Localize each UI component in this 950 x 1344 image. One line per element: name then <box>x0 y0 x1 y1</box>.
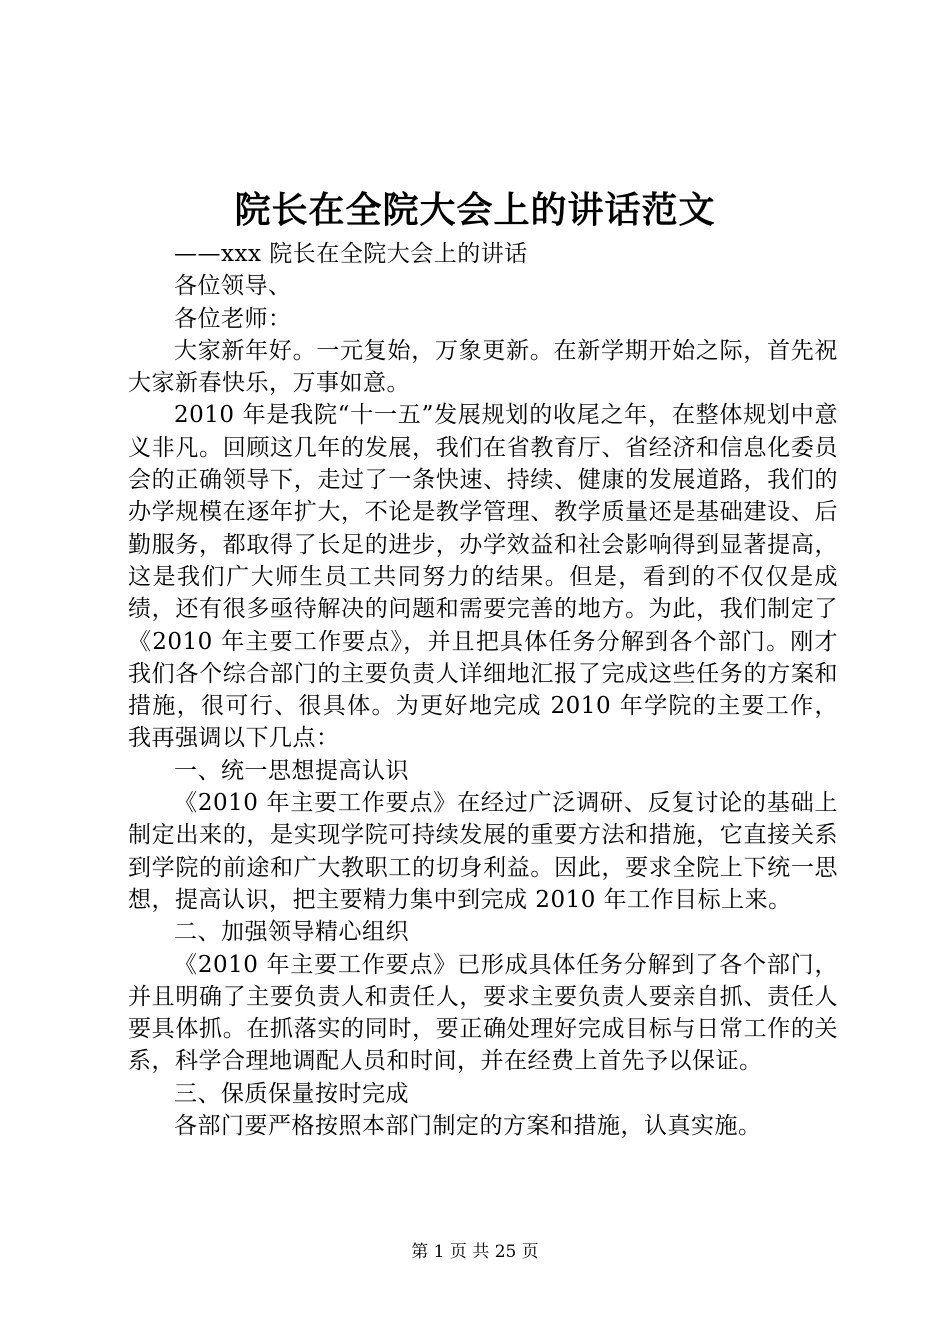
section-text-1: 《2010 年主要工作要点》在经过广泛调研、反复讨论的基础上制定出来的，是实现学院可持续发展的重要方法和措施，它直接关系到学院的前途和广大教职工的切身利益。因此，要求全院上下统一思想，提高认识，把主要精力集中到完成 2010 年工作目标上来。 <box>128 790 838 913</box>
document-title: 院长在全院大会上的讲话范文 <box>234 189 716 231</box>
salutation-teachers: 各位老师： <box>174 305 292 332</box>
subtitle: ——xxx 院长在全院大会上的讲话 <box>174 241 528 267</box>
salutation-leaders: 各位领导、 <box>174 273 292 300</box>
section-heading-1: 一、统一思想提高认识 <box>174 757 409 784</box>
paragraph-review: 2010 年是我院“十一五”发展规划的收尾之年，在整体规划中意义非凡。回顾这几年的发展，我们在省教育厅、省经济和信息化委员会的正确领导下，走过了一条快速、持续、健康的发展道路，我们的办学规模在逐年扩大，不论是教学管理、教学质量还是基础建设、后勤服务，都取得了长足的进步，办学效益和社会影响得到显著提高，这是我们广大师生员工共同努力的结果。但是，看到的不仅仅是成绩，还有很多亟待解决的问题和需要完善的地方。为此，我们制定了《2010 年主要工作要点》，并且把具体任务分解到各个部门。刚才我们各个综合部门的主要负责人详细地汇报了完成这些任务的方案和措施，很可行、很具体。为更好地完成 2010 年学院的主要工作，我再强调以下几点： <box>128 402 838 752</box>
section-text-3: 各部门要严格按照本部门制定的方案和措施，认真实施。 <box>174 1113 762 1140</box>
section-heading-2: 二、加强领导精心组织 <box>174 919 409 946</box>
section-heading-3: 三、保质保量按时完成 <box>174 1080 409 1107</box>
section-text-2: 《2010 年主要工作要点》已形成具体任务分解到了各个部门，并且明确了主要负责人和责任人，要求主要负责人要亲自抓、责任人要具体抓。在抓落实的同时，要正确处理好完成目标与日常工作的关系，科学合理地调配人员和时间，并在经费上首先予以保证。 <box>128 951 838 1075</box>
document-body <box>128 238 838 1142</box>
paragraph-greeting: 大家新年好。一元复始，万象更新。在新学期开始之际，首先祝大家新春快乐，万事如意。 <box>128 337 838 397</box>
page-number-footer: 第 1 页 共 25 页 <box>411 1242 539 1262</box>
